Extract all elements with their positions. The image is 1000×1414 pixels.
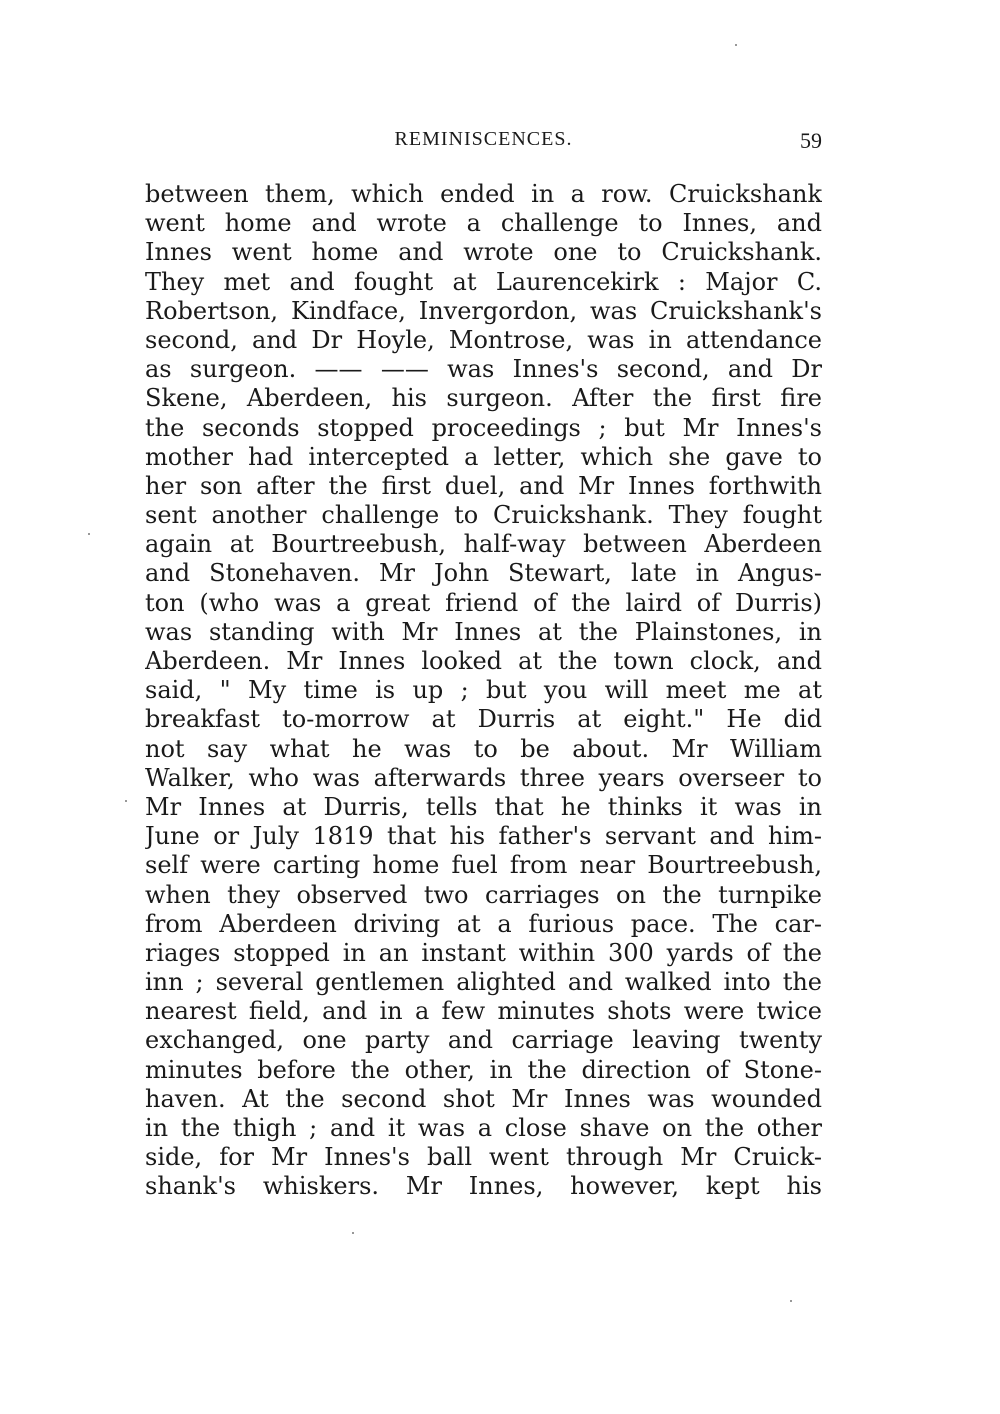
text-line: breakfast to-morrow at Durris at eight." He did [145,705,822,734]
scan-speck [735,44,737,46]
text-line: Skene, Aberdeen, his surgeon. After the first fire [145,384,822,413]
text-line: Walker, who was afterwards three years overseer to [145,763,822,792]
text-line: not say what he was to be about. Mr William [145,734,822,763]
text-line: from Aberdeen driving at a furious pace. The car- [145,909,822,938]
text-line: in the thigh ; and it was a close shave on the other [145,1114,822,1142]
text-line: the seconds stopped proceedings ; but Mr Innes's [145,413,822,442]
text-line: minutes before the other, in the direction of Stone- [145,1055,822,1084]
text-line: haven. At the second shot Mr Innes was wounded [145,1084,822,1113]
running-header [145,128,822,158]
text-line: Mr Innes at Durris, tells that he thinks it was in [145,792,822,821]
text-line: between them, which ended in a row. Cruickshank [145,180,822,208]
text-line: self were carting home fuel from near Bourtreebush, [145,851,822,880]
text-line: They met and fought at Laurencekirk : Major C. [145,267,822,296]
text-line: Robertson, Kindface, Invergordon, was Cruickshank's [145,296,822,325]
text-line: exchanged, one party and carriage leaving twenty [145,1026,822,1055]
text-line: said, " My time is up ; but you will meet me at [145,676,822,705]
text-line: Innes went home and wrote one to Cruickshank. [145,238,822,267]
text-line: inn ; several gentlemen alighted and walked into the [145,968,822,997]
text-line: was standing with Mr Innes at the Plainstones, in [145,617,822,646]
page-number: 59 [800,128,822,153]
text-line: June or July 1819 that his father's servant and him- [145,822,822,851]
scan-speck [352,1232,354,1234]
scan-speck [88,533,90,535]
scan-speck [790,1300,792,1302]
text-line: ton (who was a great friend of the laird of Durris) [145,588,822,617]
text-line: second, and Dr Hoyle, Montrose, was in attendance [145,325,822,354]
text-line: mother had intercepted a letter, which she gave to [145,442,822,471]
text-line: her son after the first duel, and Mr Innes forthwith [145,471,822,500]
text-line: Aberdeen. Mr Innes looked at the town clock, and [145,647,822,675]
text-line: sent another challenge to Cruickshank. They fought [145,501,822,530]
text-line: went home and wrote a challenge to Innes, and [145,209,822,238]
text-line: shank's whiskers. Mr Innes, however, kept his [145,1172,822,1201]
text-line: when they observed two carriages on the turnpike [145,880,822,909]
text-line: and Stonehaven. Mr John Stewart, late in Angus- [145,559,822,588]
text-line: riages stopped in an instant within 300 yards of the [145,938,822,967]
text-line: nearest field, and in a few minutes shots were twice [145,997,822,1026]
running-title: REMINISCENCES. [394,128,573,150]
body-text [145,180,822,1202]
scan-speck [125,800,127,802]
text-line: side, for Mr Innes's ball went through Mr Cruick- [145,1143,822,1172]
text-line: again at Bourtreebush, half-way between Aberdeen [145,530,822,559]
text-line: as surgeon. —— —— was Innes's second, and Dr [145,355,822,384]
